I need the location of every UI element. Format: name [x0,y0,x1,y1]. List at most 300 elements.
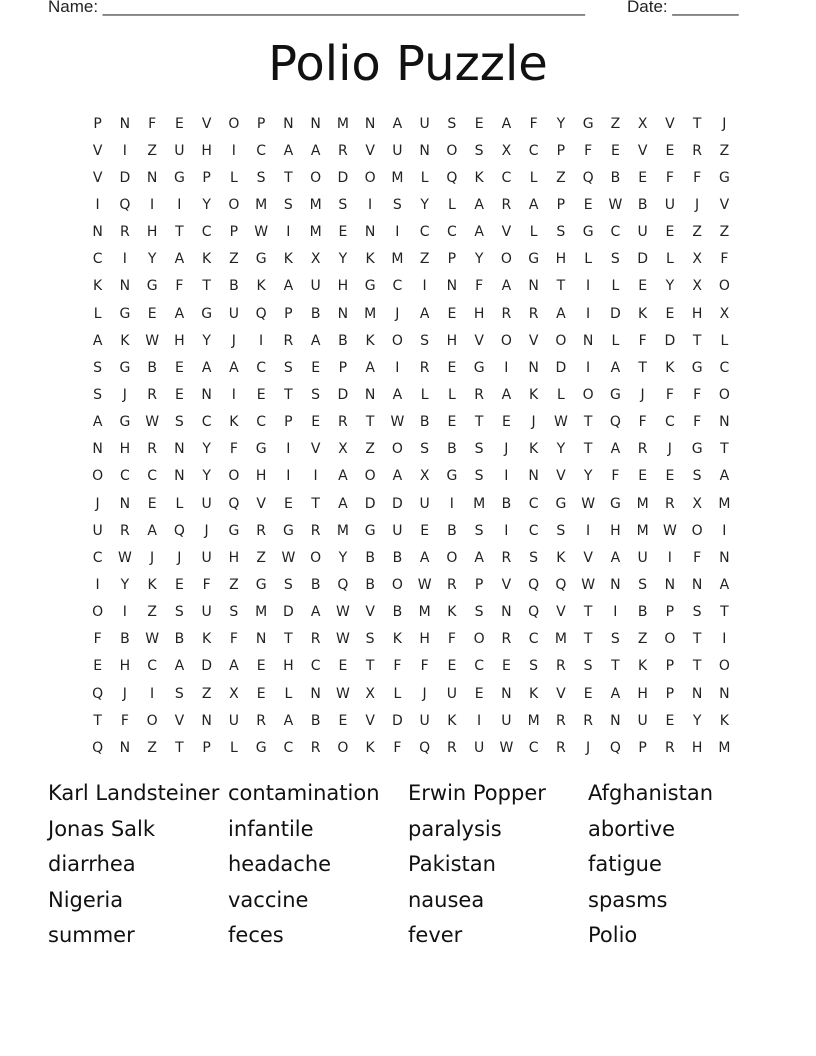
grid-letter: Y [120,576,130,593]
grid-letter: V [310,441,321,458]
grid-letter: A [310,142,321,159]
grid-letter: T [556,278,566,295]
grid-letter: F [393,739,402,756]
grid-letter: Z [229,251,239,268]
grid-letter: E [256,658,266,675]
grid-letter: K [256,278,266,295]
grid-letter: Z [147,142,157,159]
grid-letter: G [255,576,267,593]
grid-letter: N [691,576,703,593]
grid-row [84,164,744,191]
word-list-item: infantile [228,816,314,841]
grid-letter: T [583,604,593,621]
grid-letter: T [720,441,729,458]
grid-letter: A [419,305,430,322]
grid-letter: E [147,495,157,512]
grid-letter: M [391,251,404,268]
grid-letter: D [282,604,294,621]
grid-letter: Q [419,739,431,756]
grid-letter: F [693,386,702,403]
grid-letter: L [284,685,293,702]
grid-letter: S [283,359,293,376]
grid-letter: S [229,604,239,621]
grid-letter: U [392,522,403,539]
word-list-item: Erwin Popper [408,781,546,805]
grid-letter: O [391,332,403,349]
grid-letter: U [310,278,321,295]
grid-letter: E [665,305,675,322]
grid-letter: R [474,386,484,403]
grid-letter: R [338,414,348,431]
grid-letter: B [365,576,375,593]
grid-letter: G [555,495,567,512]
grid-letter: T [474,414,484,431]
grid-letter: W [662,522,677,539]
letter-grid [84,110,744,761]
grid-row [84,300,744,327]
grid-letter: R [583,712,593,729]
grid-letter: I [177,196,182,213]
grid-letter: M [554,631,567,648]
grid-letter: X [692,278,702,295]
grid-letter: A [229,658,239,675]
grid-letter: G [282,522,294,539]
grid-letter: J [122,685,127,702]
grid-letter: S [692,468,702,485]
grid-letter: I [422,278,427,295]
grid-letter: A [392,115,403,132]
grid-letter: X [338,441,348,458]
grid-letter: S [474,441,484,458]
grid-letter: I [395,359,400,376]
grid-letter: N [119,115,131,132]
grid-letter: L [529,169,538,186]
grid-letter: G [718,169,730,186]
grid-letter: I [286,224,291,241]
grid-letter: E [283,495,293,512]
grid-letter: O [500,332,512,349]
grid-letter: I [231,142,236,159]
grid-letter: G [119,414,131,431]
grid-letter: R [447,739,457,756]
grid-letter: N [446,278,458,295]
grid-letter: R [283,332,294,349]
grid-letter: B [419,414,430,431]
grid-letter: W [499,739,514,756]
grid-letter: E [447,305,457,322]
grid-letter: L [447,196,456,213]
grid-letter: A [610,359,621,376]
grid-letter: K [365,739,375,756]
grid-letter: Y [338,549,348,566]
grid-letter: C [310,658,321,675]
grid-letter: N [501,685,512,702]
grid-letter: W [553,414,568,431]
word-list [48,776,768,954]
grid-letter: F [584,142,593,159]
grid-letter: O [718,386,730,403]
grid-letter: U [228,712,239,729]
grid-letter: K [120,332,130,349]
grid-letter: N [310,115,321,132]
grid-letter: I [122,251,127,268]
grid-letter: I [286,468,291,485]
grid-letter: R [556,712,566,729]
grid-letter: K [529,685,539,702]
grid-letter: K [365,251,375,268]
grid-letter: P [665,604,675,621]
grid-letter: G [609,386,621,403]
grid-letter: H [119,658,131,675]
grid-letter: D [637,251,649,268]
grid-letter: N [364,386,376,403]
grid-letter: F [475,278,484,295]
grid-letter: I [504,468,509,485]
grid-letter: R [665,739,675,756]
grid-letter: T [583,441,593,458]
grid-letter: Y [202,468,211,485]
grid-letter: A [92,332,103,349]
grid-letter: N [364,115,376,132]
grid-letter: P [338,359,348,376]
grid-letter: Y [583,468,593,485]
grid-letter: S [392,196,402,213]
word-list-item: Polio [588,923,638,948]
grid-letter: L [720,332,729,349]
grid-letter: P [284,305,293,322]
grid-letter: E [174,386,184,403]
grid-letter: V [719,196,730,213]
grid-letter: M [418,604,431,621]
grid-letter: L [393,685,402,702]
grid-letter: C [474,658,485,675]
grid-letter: M [636,495,649,512]
grid-letter: W [117,549,132,566]
grid-letter: M [527,712,540,729]
grid-letter: A [365,359,375,376]
grid-letter: B [365,549,375,566]
grid-letter: B [392,549,403,566]
grid-letter: E [311,414,321,431]
grid-letter: M [364,305,377,322]
grid-letter: M [336,115,349,132]
grid-letter: R [310,739,321,756]
grid-letter: L [611,278,620,295]
grid-letter: U [664,196,675,213]
grid-letter: Z [719,224,730,241]
grid-letter: O [446,142,458,159]
grid-letter: K [638,658,648,675]
grid-letter: R [147,386,157,403]
grid-letter: S [529,549,539,566]
grid-letter: J [231,332,236,349]
grid-letter: I [722,522,727,539]
grid-letter: S [93,359,103,376]
grid-letter: T [284,386,293,403]
grid-letter: D [337,386,349,403]
grid-letter: E [338,658,348,675]
grid-letter: J [395,305,400,322]
grid-letter: I [586,522,591,539]
grid-letter: I [667,549,672,566]
grid-letter: C [528,739,539,756]
grid-letter: L [93,305,102,322]
grid-letter: I [231,386,236,403]
grid-letter: H [228,549,240,566]
grid-letter: F [229,441,238,458]
grid-letter: G [446,468,458,485]
grid-letter: V [365,712,375,729]
word-list-item: Afghanistan [588,781,714,805]
grid-letter: J [531,414,536,431]
grid-letter: B [310,712,321,729]
grid-letter: I [259,332,264,349]
grid-letter: F [720,251,729,268]
grid-letter: N [664,576,676,593]
grid-letter: N [501,604,512,621]
grid-letter: A [392,468,403,485]
grid-letter: S [174,685,184,702]
grid-letter: V [583,549,593,566]
grid-letter: A [392,386,403,403]
grid-row [84,409,744,436]
grid-letter: S [610,631,620,648]
grid-letter: H [419,631,430,648]
grid-letter: E [665,468,675,485]
grid-letter: W [581,495,596,512]
grid-letter: W [145,332,160,349]
grid-letter: R [120,522,130,539]
grid-letter: Y [474,251,484,268]
grid-letter: K [447,712,457,729]
word-list-item: vaccine [228,887,309,912]
grid-letter: E [665,142,675,159]
grid-letter: E [665,712,675,729]
grid-letter: Q [609,414,621,431]
grid-letter: O [228,115,240,132]
grid-letter: U [637,712,648,729]
grid-letter: N [201,386,212,403]
grid-letter: B [447,441,457,458]
grid-letter: I [613,604,618,621]
grid-letter: V [365,604,375,621]
grid-letter: S [365,631,375,648]
grid-letter: B [229,278,239,295]
grid-letter: W [254,224,269,241]
grid-letter: H [610,522,621,539]
grid-letter: P [202,169,211,186]
grid-letter: C [719,359,730,376]
grid-letter: Y [420,196,429,213]
grid-letter: S [420,441,430,458]
grid-letter: C [501,169,512,186]
grid-letter: M [718,495,731,512]
grid-letter: X [692,251,702,268]
grid-letter: M [336,522,349,539]
grid-letter: D [391,495,403,512]
grid-letter: V [556,685,566,702]
grid-letter: N [364,224,376,241]
grid-letter: Y [147,251,157,268]
grid-row [84,436,744,463]
grid-letter: X [501,142,512,159]
grid-letter: G [255,441,267,458]
grid-letter: F [420,658,429,675]
grid-letter: S [474,522,484,539]
grid-letter: F [229,631,238,648]
grid-letter: C [528,495,539,512]
grid-letter: F [529,115,538,132]
grid-letter: R [637,441,648,458]
grid-letter: Q [337,576,349,593]
grid-letter: W [335,685,350,702]
grid-letter: U [501,712,512,729]
grid-letter: Z [556,169,566,186]
grid-letter: I [150,685,155,702]
grid-letter: H [255,468,267,485]
grid-letter: G [146,278,158,295]
grid-letter: O [228,468,240,485]
grid-row [84,137,744,164]
grid-letter: C [392,278,403,295]
grid-letter: V [256,495,266,512]
grid-letter: U [201,549,212,566]
grid-letter: V [365,142,375,159]
grid-row [84,354,744,381]
grid-letter: A [174,251,185,268]
grid-letter: K [283,251,293,268]
grid-letter: F [447,631,456,648]
grid-letter: N [610,712,621,729]
grid-letter: F [120,712,129,729]
grid-letter: U [201,604,212,621]
grid-letter: F [202,576,211,593]
grid-letter: J [150,549,155,566]
grid-letter: S [474,142,484,159]
grid-letter: F [665,386,674,403]
grid-letter: W [145,631,160,648]
grid-letter: O [364,468,376,485]
grid-letter: W [145,414,160,431]
grid-letter: G [173,169,185,186]
grid-letter: O [391,441,403,458]
grid-letter: R [419,359,430,376]
grid-letter: C [528,631,539,648]
grid-letter: K [529,386,539,403]
grid-letter: Y [665,278,675,295]
grid-letter: V [174,712,185,729]
word-list-item: Nigeria [48,887,124,912]
grid-letter: G [201,305,213,322]
grid-letter: V [92,142,103,159]
grid-letter: D [555,359,567,376]
grid-letter: W [390,414,405,431]
grid-letter: I [395,224,400,241]
grid-letter: M [255,196,268,213]
grid-letter: H [337,278,349,295]
grid-letter: V [556,604,566,621]
grid-letter: C [528,142,539,159]
grid-letter: J [504,441,509,458]
grid-letter: G [255,739,267,756]
grid-letter: V [556,468,566,485]
grid-letter: T [638,359,647,376]
grid-letter: Q [255,305,267,322]
grid-letter: O [310,169,322,186]
word-list-item: spasms [588,887,668,912]
grid-letter: A [338,495,348,512]
grid-letter: C [119,468,130,485]
grid-letter: I [504,522,509,539]
grid-letter: R [556,658,566,675]
grid-letter: N [337,305,349,322]
grid-letter: N [146,169,158,186]
grid-letter: R [338,142,348,159]
grid-letter: N [582,332,594,349]
grid-letter: U [228,305,239,322]
page-title: Polio Puzzle [268,36,548,92]
grid-letter: M [718,739,731,756]
grid-letter: E [174,115,184,132]
grid-letter: W [335,631,350,648]
grid-letter: U [174,142,185,159]
grid-letter: D [664,332,676,349]
grid-letter: C [446,224,457,241]
grid-letter: P [665,658,675,675]
grid-letter: T [611,658,620,675]
grid-letter: S [474,604,484,621]
grid-letter: T [202,278,211,295]
grid-letter: Z [365,441,375,458]
grid-letter: Z [692,224,702,241]
grid-letter: Z [147,739,157,756]
grid-row [84,680,744,707]
grid-letter: H [146,224,158,241]
grid-letter: W [281,549,296,566]
grid-letter: A [338,468,348,485]
grid-letter: Z [637,631,648,648]
grid-letter: A [610,441,621,458]
word-list-item: nausea [408,887,485,912]
grid-letter: L [229,739,238,756]
grid-letter: Q [92,685,104,702]
grid-letter: C [147,658,158,675]
grid-letter: I [313,468,318,485]
grid-letter: T [692,631,702,648]
grid-row [84,517,744,544]
grid-letter: L [420,386,429,403]
grid-letter: R [665,495,675,512]
grid-letter: E [93,658,103,675]
grid-letter: M [473,495,486,512]
grid-letter: A [310,604,321,621]
grid-letter: P [665,685,675,702]
grid-letter: J [722,115,727,132]
grid-letter: C [147,468,158,485]
grid-letter: I [122,604,127,621]
header [48,0,748,19]
grid-letter: K [365,332,375,349]
grid-letter: P [284,414,293,431]
grid-letter: G [691,359,703,376]
grid-letter: A [283,278,294,295]
grid-letter: K [93,278,103,295]
grid-letter: X [692,495,702,512]
grid-letter: T [284,631,293,648]
grid-letter: E [474,115,484,132]
grid-letter: P [556,142,566,159]
grid-letter: A [474,196,484,213]
